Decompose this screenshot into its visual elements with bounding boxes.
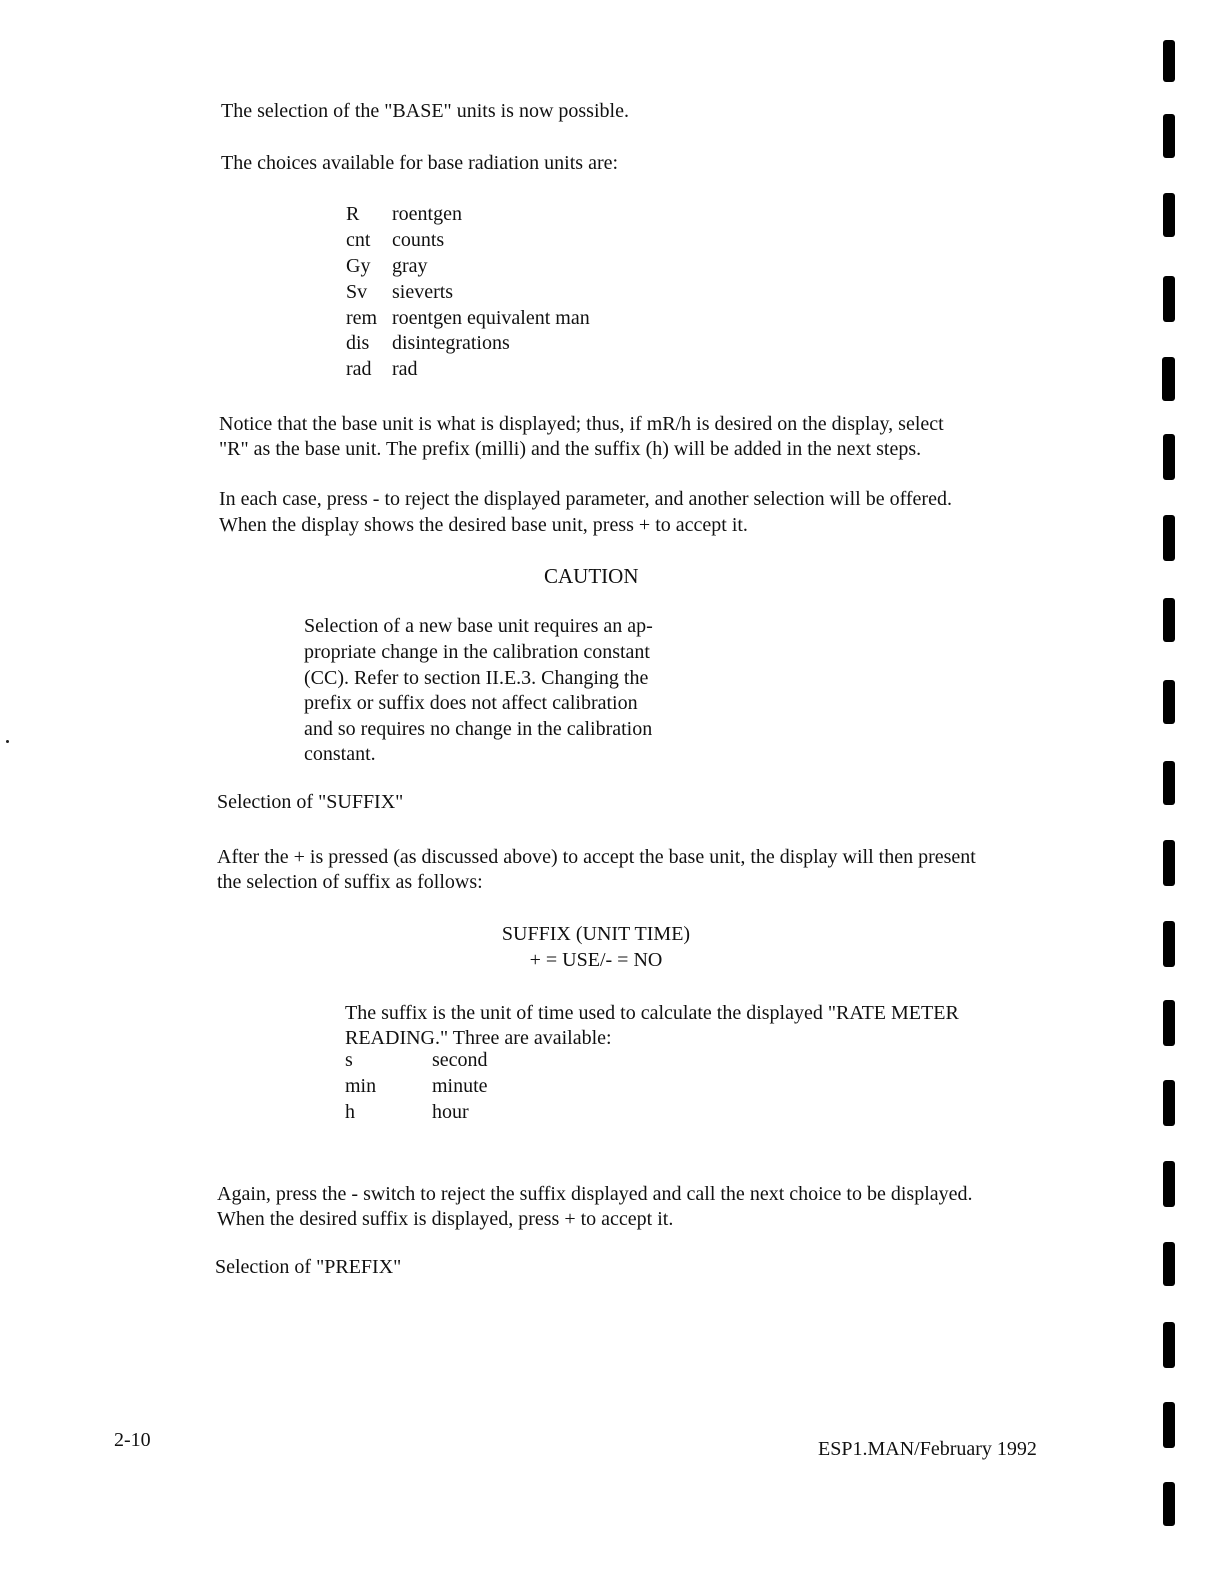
display-line-1: SUFFIX (UNIT TIME) — [501, 923, 691, 945]
unit-name: sieverts — [392, 281, 454, 303]
change-bar — [1163, 921, 1175, 967]
suffix-section-heading: Selection of "SUFFIX" — [217, 791, 404, 813]
change-bar — [1163, 1000, 1175, 1046]
change-bar — [1163, 40, 1175, 82]
suffix-after-line-2: the selection of suffix as follows: — [217, 871, 483, 893]
change-bar — [1163, 1322, 1175, 1368]
document-id: ESP1.MAN/February 1992 — [818, 1438, 1037, 1460]
caution-heading: CAUTION — [544, 564, 639, 588]
unit-name: counts — [392, 229, 445, 251]
change-bar — [1163, 1161, 1175, 1207]
unit-name: disintegrations — [392, 332, 510, 354]
unit-name: hour — [432, 1101, 469, 1123]
unit-abbreviation: s — [345, 1049, 353, 1071]
caution-line: (CC). Refer to section II.E.3. Changing the — [304, 667, 649, 689]
each-case-line-2: When the display shows the desired base unit, press + to accept it. — [219, 514, 748, 536]
unit-abbreviation: h — [345, 1101, 355, 1123]
change-bar — [1163, 114, 1175, 158]
change-bar — [1163, 598, 1175, 642]
change-bar — [1163, 1242, 1175, 1286]
suffix-after-line-1: After the + is pressed (as discussed above) to accept the base unit, the display will then present — [217, 846, 976, 868]
unit-name: rad — [392, 358, 418, 380]
unit-name: minute — [432, 1075, 488, 1097]
change-bar — [1163, 1080, 1175, 1126]
list-item — [346, 331, 510, 357]
unit-abbreviation: cnt — [346, 229, 371, 251]
display-line-2: + = USE/- = NO — [529, 949, 663, 971]
change-bar — [1163, 434, 1175, 480]
unit-name: roentgen — [392, 203, 462, 225]
change-bar — [1163, 761, 1175, 805]
base-selection-sentence: The selection of the "BASE" units is now possible. — [221, 100, 629, 122]
suffix-description-line-1: The suffix is the unit of time used to calculate the displayed "RATE METER — [345, 1002, 959, 1024]
caution-line: Selection of a new base unit requires an ap- — [304, 615, 653, 637]
unit-abbreviation: Gy — [346, 255, 371, 277]
page-number: 2-10 — [114, 1429, 151, 1451]
suffix-again-line-1: Again, press the - switch to reject the suffix displayed and call the next choice to be displayed. — [217, 1183, 973, 1205]
choices-heading: The choices available for base radiation units are: — [221, 152, 619, 174]
change-bar — [1163, 515, 1175, 561]
change-bar — [1163, 1482, 1175, 1526]
each-case-line-1: In each case, press - to reject the displayed parameter, and another selection will be offered. — [219, 488, 952, 510]
caution-line: and so requires no change in the calibration — [304, 718, 653, 740]
list-item — [345, 1099, 469, 1125]
list-item — [346, 306, 590, 332]
change-bar — [1163, 680, 1175, 724]
list-item — [346, 280, 453, 306]
list-item — [346, 202, 462, 228]
caution-line: propriate change in the calibration constant — [304, 641, 650, 663]
change-bar — [1163, 840, 1175, 886]
list-item — [346, 228, 444, 254]
unit-abbreviation: dis — [346, 332, 370, 354]
suffix-again-line-2: When the desired suffix is displayed, press + to accept it. — [217, 1208, 674, 1230]
list-item — [346, 254, 428, 280]
change-bar — [1163, 276, 1175, 322]
list-item — [345, 1047, 488, 1073]
unit-abbreviation: rem — [346, 307, 378, 329]
unit-name: second — [432, 1049, 488, 1071]
caution-line: constant. — [304, 743, 376, 765]
notice-line-1: Notice that the base unit is what is displayed; thus, if mR/h is desired on the display, select — [219, 413, 944, 435]
list-item — [346, 357, 418, 383]
list-item — [345, 1073, 488, 1099]
change-bar — [1163, 1402, 1175, 1448]
unit-abbreviation: R — [346, 203, 360, 225]
notice-line-2: "R" as the base unit. The prefix (milli) and the suffix (h) will be added in the next steps. — [219, 438, 922, 460]
suffix-description-line-2: READING." Three are available: — [345, 1027, 612, 1049]
prefix-section-heading: Selection of "PREFIX" — [215, 1256, 402, 1278]
change-bar — [1162, 357, 1175, 401]
unit-name: gray — [392, 255, 428, 277]
scan-speck — [6, 740, 9, 743]
unit-name: roentgen equivalent man — [392, 307, 590, 329]
unit-abbreviation: Sv — [346, 281, 368, 303]
unit-abbreviation: min — [345, 1075, 377, 1097]
caution-line: prefix or suffix does not affect calibration — [304, 692, 638, 714]
change-bar — [1163, 193, 1175, 237]
unit-abbreviation: rad — [346, 358, 372, 380]
